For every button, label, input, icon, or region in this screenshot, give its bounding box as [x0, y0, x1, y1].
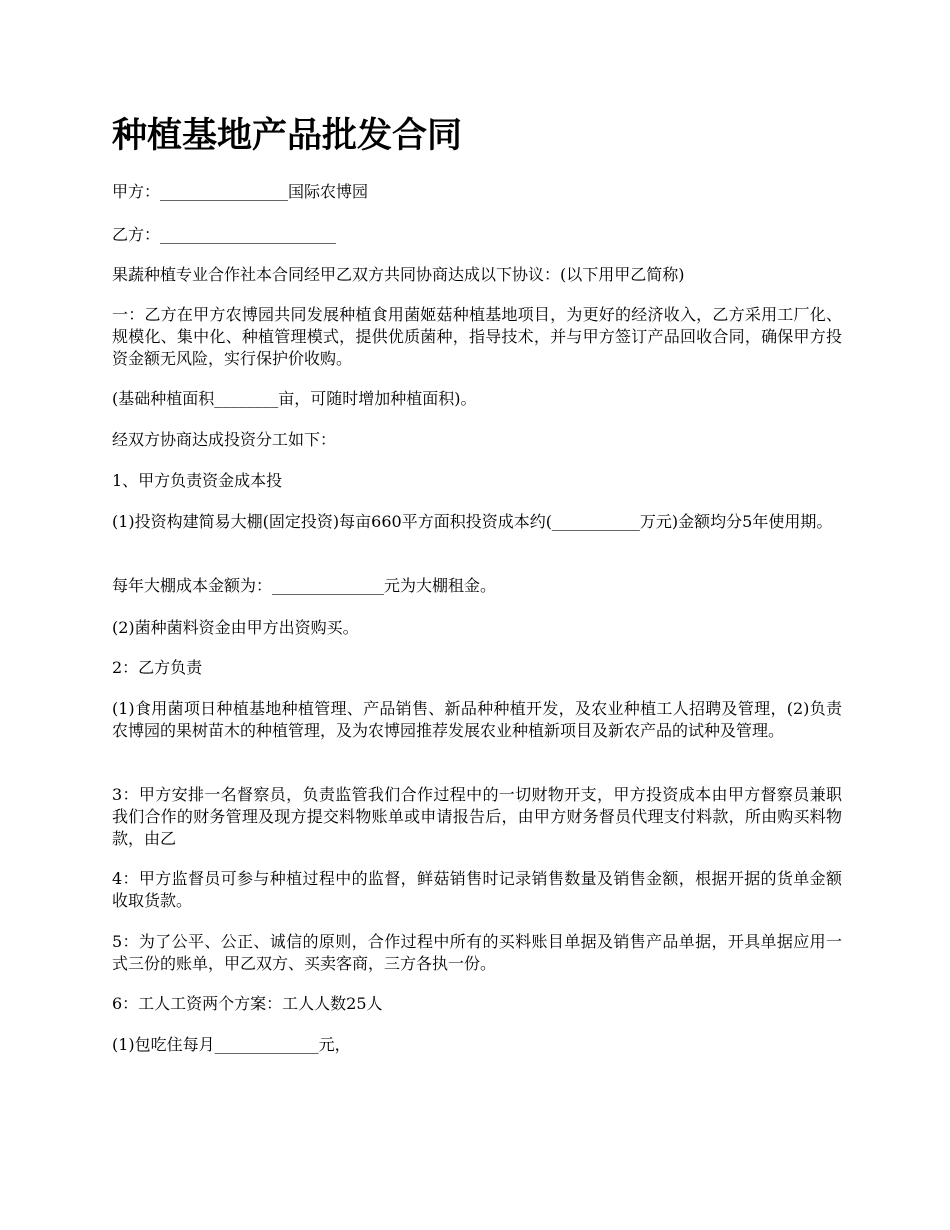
- clause-six: 6：工人工资两个方案：工人人数25人: [112, 994, 383, 1013]
- agreement-intro: 果蔬种植专业合作社本合同经甲乙双方共同协商达成以下协议：(以下用甲乙简称): [112, 265, 685, 284]
- clause-five: 5：为了公平、公正、诚信的原则，合作过程中所有的买料账目单据及销售产品单据，开具单据应用一式三份的账单，甲乙双方、买卖客商，三方各执一份。: [112, 932, 842, 973]
- party-b-duty-heading: 2：乙方负责: [112, 658, 203, 677]
- party-a-duty-heading: 1、甲方负责资金成本投: [112, 471, 283, 490]
- document-title: 种植基地产品批发合同: [112, 115, 463, 156]
- party-a-duty-item-2: (2)菌种菌料资金由甲方出资购买。: [112, 618, 359, 637]
- division-intro: 经双方协商达成投资分工如下：: [112, 430, 337, 449]
- party-a-duty-item-1: (1)投资构建简易大棚(固定投资)每亩660平方面积投资成本约(___________万元)金额均分5年使用期。: [112, 512, 833, 531]
- planting-area-note: (基础种植面积________亩，可随时增加种植面积)。: [112, 389, 477, 408]
- party-b-duty-items: (1)食用菌项日种植基地种植管理、产品销售、新品种种植开发，及农业种植工人招聘及管理，(2)负责农博园的果树苗木的种植管理，及为农博园推荐发展农业种植新项目及新农产品的试种及管理。: [112, 699, 842, 740]
- wage-option-1: (1)包吃住每月_____________元，: [112, 1035, 351, 1054]
- clause-one: 一：乙方在甲方农博园共同发展种植食用菌姬菇种植基地项目，为更好的经济收入，乙方采用工厂化、规模化、集中化、种植管理模式，提供优质菌种，指导技术，并与甲方签订产品回收合同，确保甲方投资金额无风险，实行保护价收购。: [112, 305, 842, 368]
- party-b-line: 乙方：______________________: [112, 225, 337, 244]
- annual-greenhouse-cost: 每年大棚成本金额为：______________元为大棚租金。: [112, 576, 497, 595]
- party-a-line: 甲方：________________国际农博园: [112, 182, 369, 201]
- clause-three: 3：甲方安排一名督察员，负责监管我们合作过程中的一切财物开支，甲方投资成本由甲方督察员兼职我们合作的财务管理及现方提交料物账单或申请报告后，由甲方财务督员代理支付料款，所由购买料物款，由乙: [112, 785, 842, 848]
- clause-four: 4：甲方监督员可参与种植过程中的监督，鲜菇销售时记录销售数量及销售金额，根据开据的货单金额收取货款。: [112, 869, 842, 910]
